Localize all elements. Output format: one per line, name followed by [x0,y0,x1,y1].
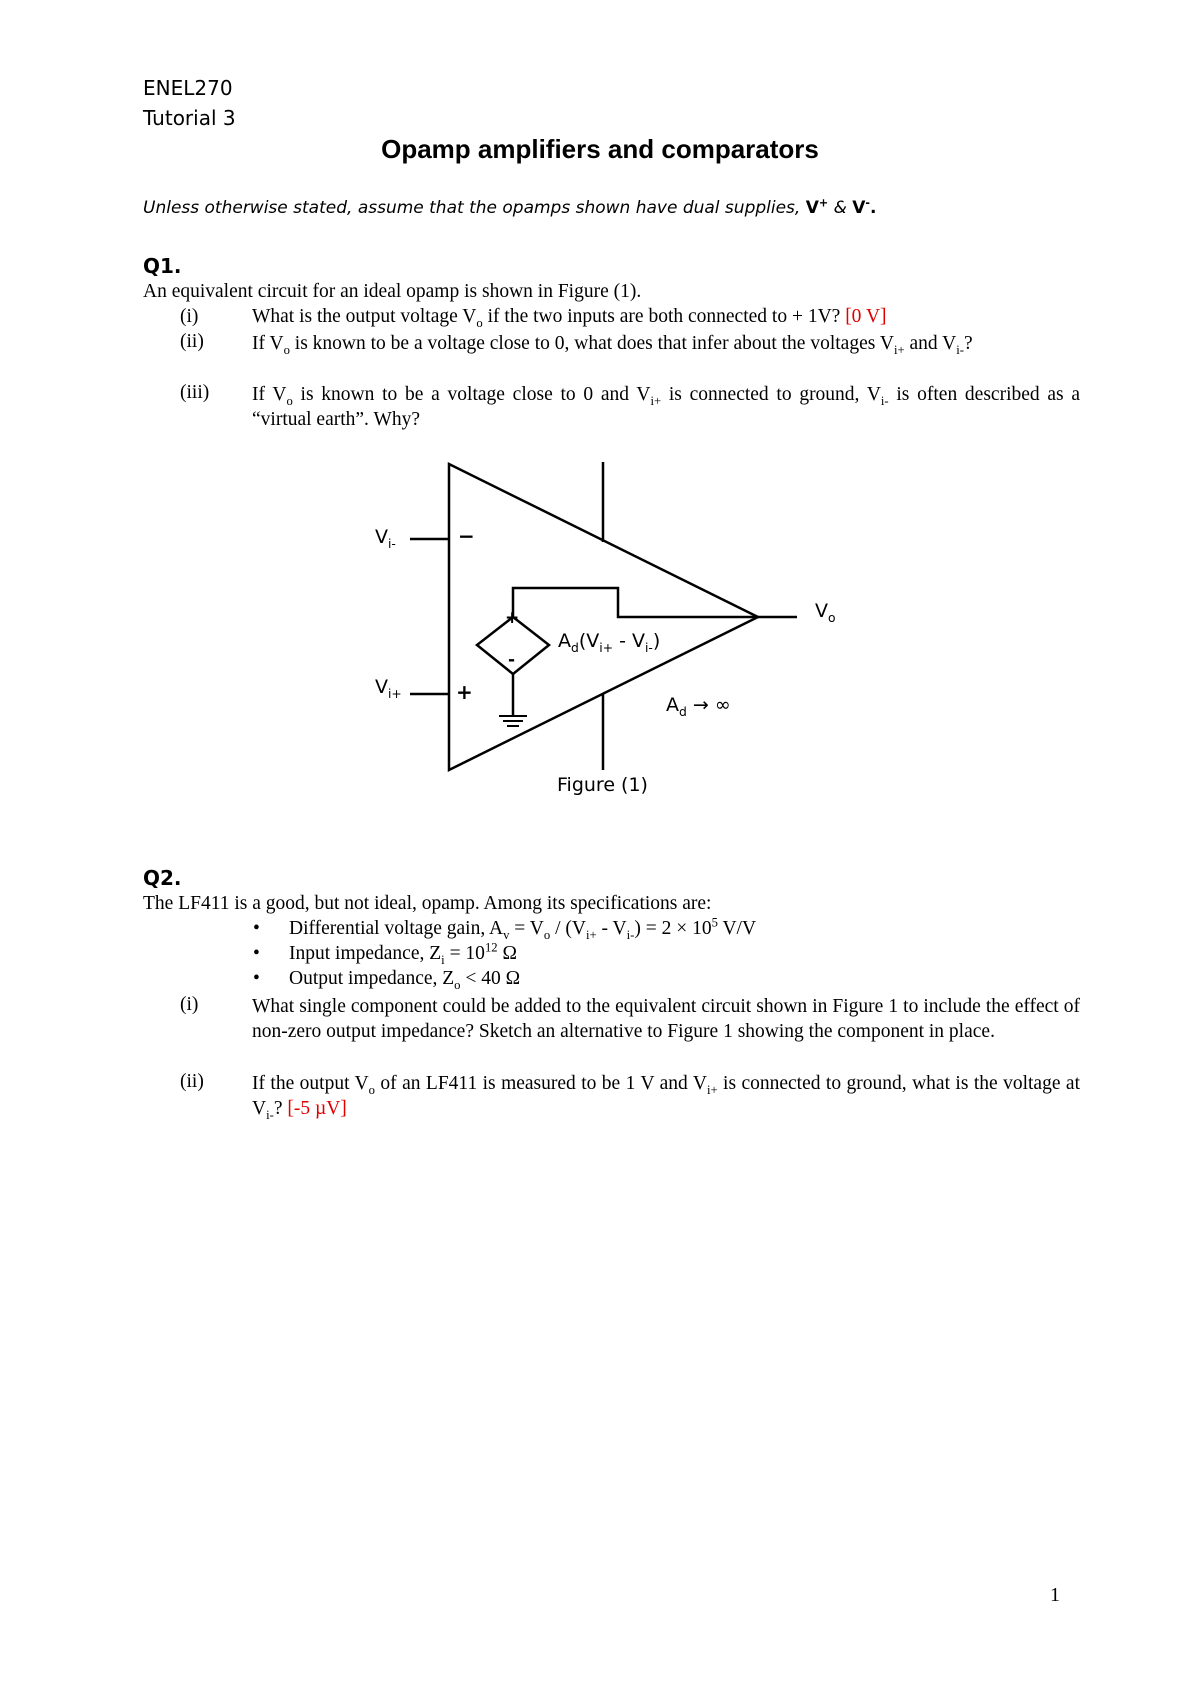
vo-label: $V_o$ [815,600,836,625]
q1-item-i: What is the output voltage $V_o$ if the two inputs are both connected to + 1V? [0 V] [252,306,887,330]
minus-terminal-sign: − [458,524,475,548]
q1-i-answer: [0 V] [845,306,887,327]
spec-input-impedance: Input impedance, $Z_i = 10^{12}$ Ω [289,940,517,967]
q1-text: An equivalent circuit for an ideal opamp is shown in Figure (1). [143,281,642,302]
course-code: ENEL270 [143,76,233,100]
tutorial-label: Tutorial 3 [143,106,236,130]
q1-item-num: (iii) [180,382,210,403]
source-output-wire [513,588,758,617]
q1-item-num: (i) [180,306,199,327]
source-minus-sign: - [508,650,516,670]
gain-expression: $A_d(V_{i+} - V_{i-})$ [558,630,661,655]
figure-caption: Figure (1) [557,774,648,796]
spec-gain: Differential voltage gain, $A_v = V_o / (V_{i+} - V_{i-}) = 2 \times 10^5$ V/V [289,915,757,942]
q1-item-ii: If $V_o$ is known to be a voltage close to 0, what does that infer about the voltages $V_{i+}$ and $V_{i-}$? [252,333,973,357]
q2-item-i: What single component could be added to the equivalent circuit shown in Figure 1 to include the effect of non-zero output impedance? Sketch an alternative to Figure 1 showing the component in place. [252,996,1080,1042]
q2-heading: Q2. [143,866,182,890]
gain-infinity-label: $A_d$ → ∞ [666,694,731,719]
plus-terminal-sign: + [456,680,473,704]
q1-heading: Q1. [143,254,182,278]
q2-text: The LF411 is a good, but not ideal, opamp. Among its specifications are: [143,893,712,914]
source-plus-sign: + [505,608,520,628]
intro-text: Unless otherwise stated, assume that the opamps shown have dual supplies, V+ & V-. [143,196,877,218]
q2-item-num: (i) [180,994,199,1015]
page-number: 1 [1050,1584,1060,1606]
q1-item-num: (ii) [180,331,204,352]
spec-output-impedance: Output impedance, $Z_o < 40$ Ω [289,968,521,992]
bullet-icon: • [253,943,260,964]
vi-plus-label: $V_{i+}$ [375,676,402,701]
page-title: Opamp amplifiers and comparators [381,134,819,164]
vi-minus-label: $V_{i-}$ [375,526,396,551]
q1-item-iii: If $V_o$ is known to be a voltage close to 0 and $V_{i+}$ is connected to ground, $V_{i-}$ is often described as a “virtual earth”. Why? [252,384,1081,430]
q2-item-num: (ii) [180,1071,204,1092]
ground-icon [499,716,527,726]
q2-ii-answer: [-5 µV] [287,1098,347,1119]
bullet-icon: • [253,918,260,939]
q2-item-ii: If the output $V_o$ of an LF411 is measured to be 1 V and $V_{i+}$ is connected to ground, what is the voltage at $V_{i-}$? [-5 µV] [252,1073,1080,1122]
bullet-icon: • [253,968,260,989]
